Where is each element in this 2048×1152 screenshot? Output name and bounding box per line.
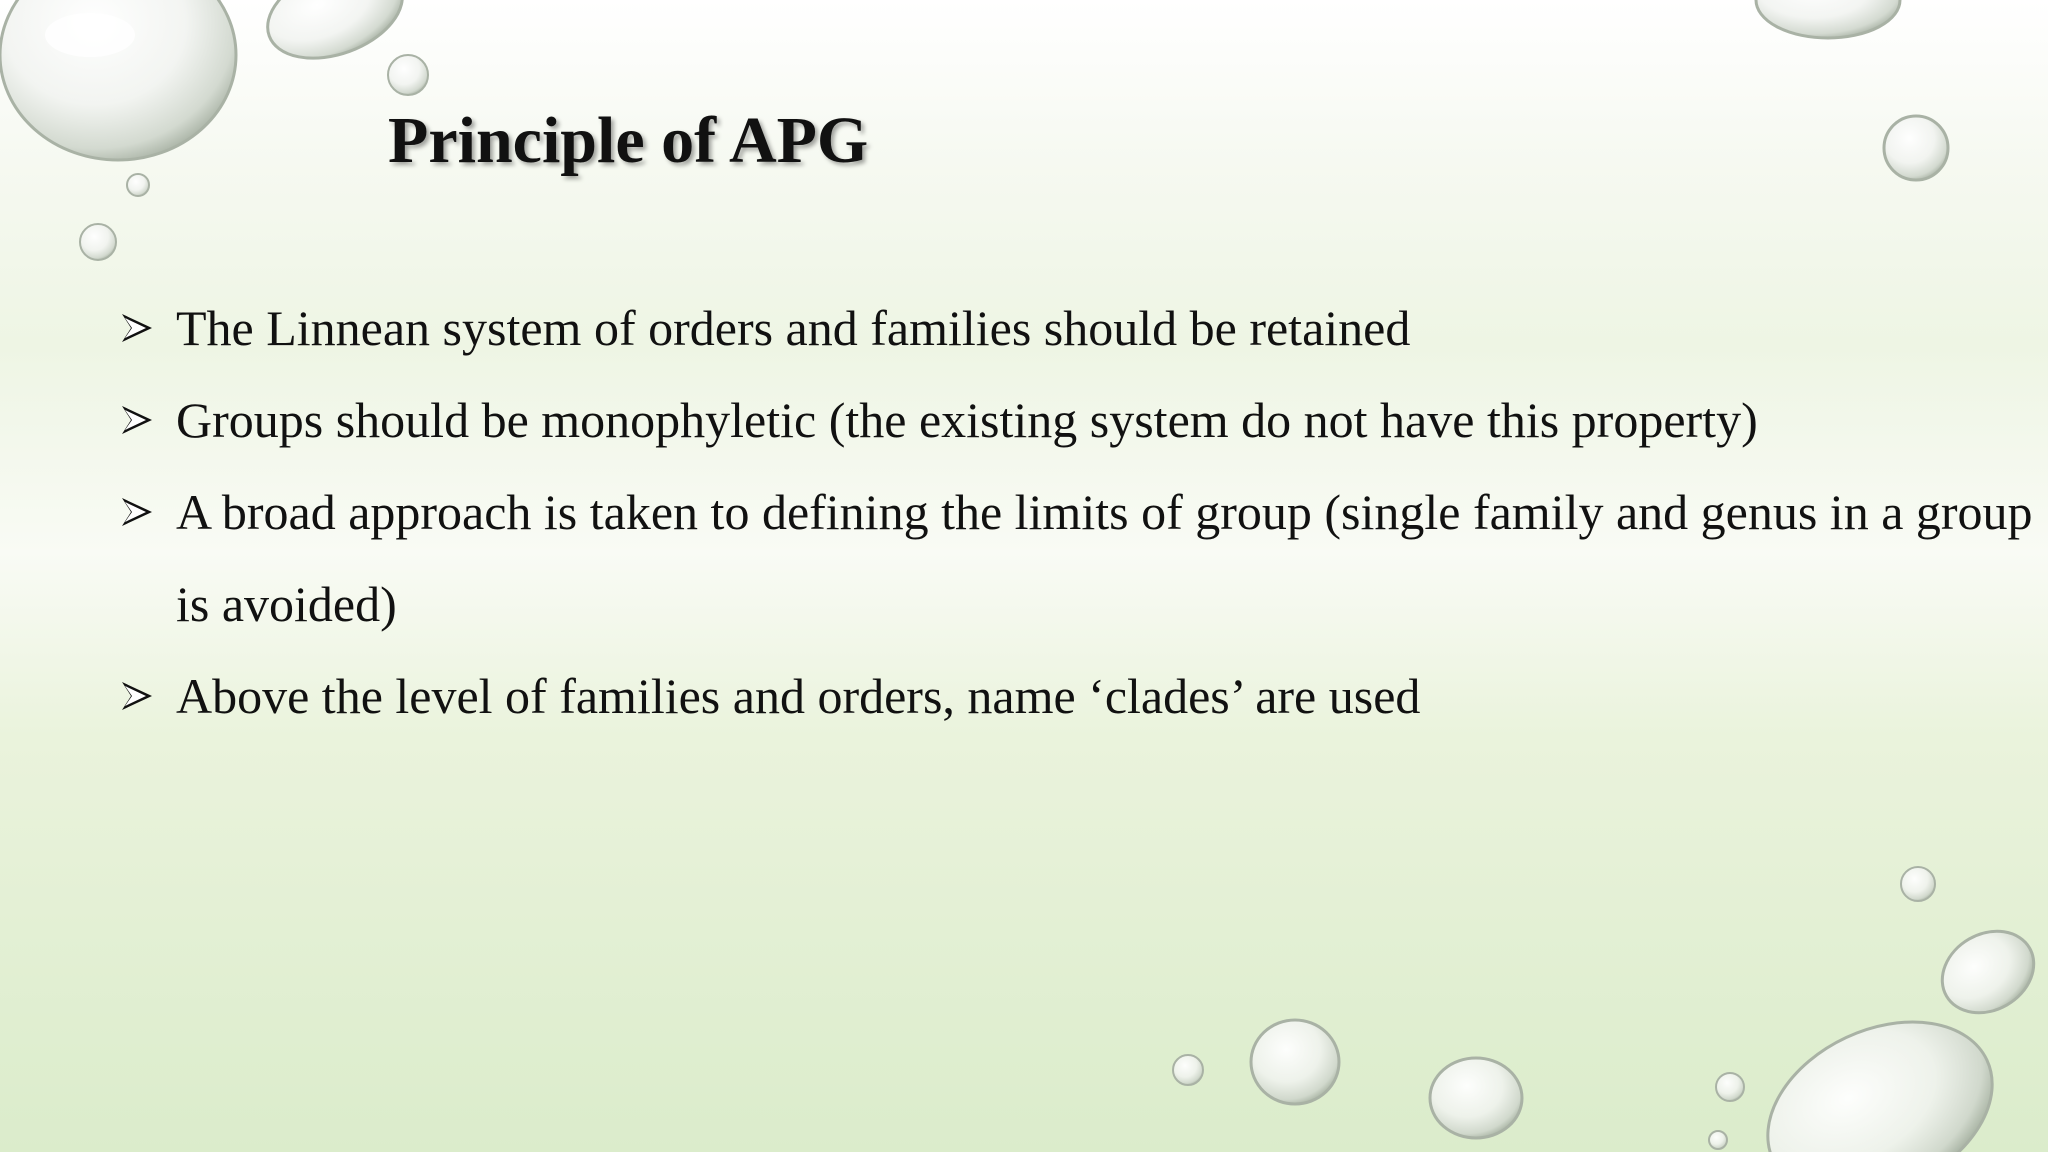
drop-large-topright (1756, 0, 1900, 38)
arrowhead-bullet-icon (120, 404, 154, 436)
bullet-text: A broad approach is taken to defining the limits of group (single family and genus in a group is avoided) (176, 484, 2033, 632)
bullet-text: The Linnean system of orders and families should be retained (176, 300, 1411, 356)
drop-small-7 (1173, 1055, 1203, 1085)
drop-medium-bottom (1430, 1058, 1522, 1138)
bullet-text: Groups should be monophyletic (the existing system do not have this property) (176, 392, 1758, 448)
arrowhead-bullet-icon (120, 312, 154, 344)
slide-title: Principle of APG (388, 104, 869, 177)
drop-large-topleft (0, 0, 236, 160)
bullet-item (118, 650, 2038, 742)
drop-small-6 (1709, 1131, 1727, 1149)
drop-oval-bottomright (1927, 915, 2048, 1029)
drop-medium-right (1884, 116, 1948, 180)
bullet-text: Above the level of families and orders, name ‘clades’ are used (176, 668, 1421, 724)
bullet-list (118, 282, 2038, 742)
drop-small-5 (1716, 1073, 1744, 1101)
arrowhead-bullet-icon (120, 496, 154, 528)
drop-small-1 (388, 55, 428, 95)
drop-medium-bottom-2 (1251, 1020, 1339, 1104)
drop-small-4 (1901, 867, 1935, 901)
bullet-item (118, 374, 2038, 466)
bullet-item (118, 466, 2038, 650)
arrowhead-bullet-icon (120, 680, 154, 712)
bullet-item (118, 282, 2038, 374)
drop-small-3 (80, 224, 116, 260)
drop-small-2 (127, 174, 149, 196)
